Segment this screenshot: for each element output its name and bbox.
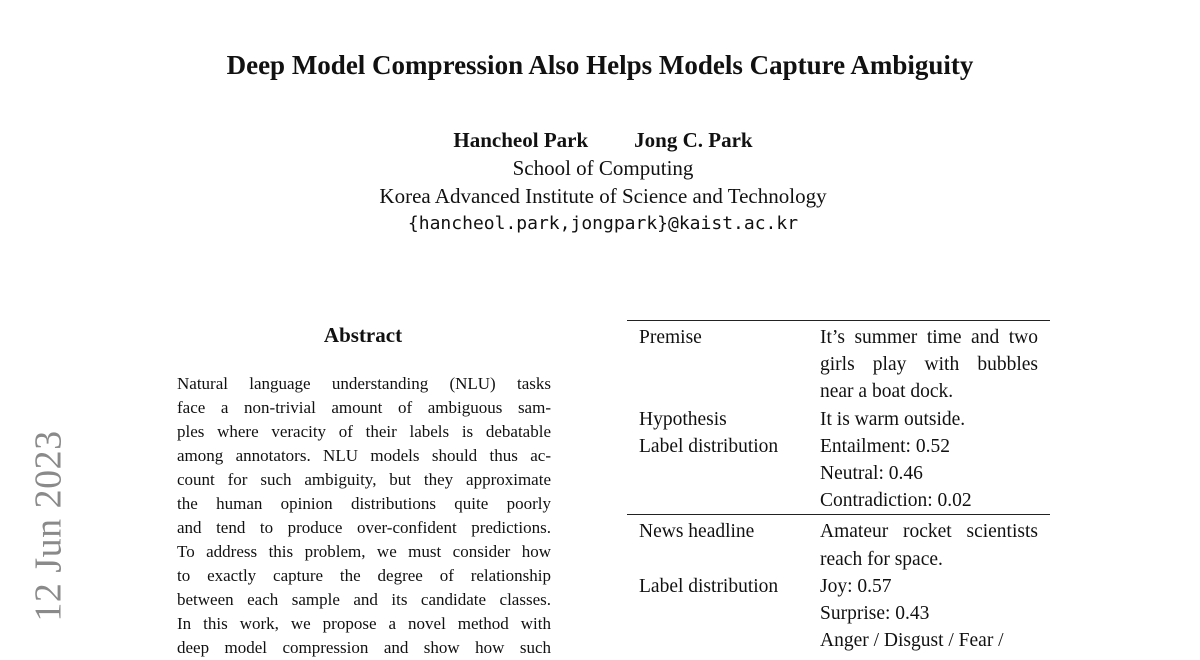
author-block [0, 126, 1200, 238]
abstract-line: to exactly capture the degree of relationship [177, 566, 551, 585]
hypothesis-value: It is warm outside. [820, 408, 966, 430]
hypothesis-label: Hypothesis [639, 408, 727, 430]
author-email: {hancheol.park,jongpark}@kaist.ac.kr [407, 213, 799, 234]
abstract-line: face a non-trivial amount of ambiguous sam- [177, 398, 551, 417]
arxiv-date: 12 Jun 2023 [28, 430, 71, 622]
abstract-line: To address this problem, we must consider how [177, 542, 551, 561]
author-names [0, 126, 1200, 154]
abstract-body [177, 372, 551, 660]
table-row [627, 573, 1050, 655]
premise-value: It’s summer time and two girls play with bubbles near a boat dock. [820, 327, 1038, 403]
headline-label: News headline [627, 515, 820, 573]
abstract-heading: Abstract [323, 323, 403, 347]
table-row [627, 406, 1050, 433]
example-table [627, 320, 1050, 654]
emotion-distribution-label: Label distribution [639, 575, 779, 597]
paper-title: Deep Model Compression Also Helps Models Capture Ambiguity [226, 50, 974, 80]
abstract-line: ples where veracity of their labels is debatable [177, 422, 551, 441]
abstract-line: and tend to produce over-confident predictions. [177, 518, 551, 537]
abstract-line: count for such ambiguity, but they approximate [177, 470, 551, 489]
author-institution: Korea Advanced Institute of Science and Technology [379, 184, 827, 208]
abstract-line: the human opinion distributions quite poorly [177, 494, 551, 513]
author-name: Jong C. Park [634, 128, 753, 152]
nli-distribution-value: Entailment: 0.52 Neutral: 0.46 Contradiction: 0.02 [820, 435, 972, 512]
table-row [627, 433, 1050, 515]
table-row [627, 515, 1050, 573]
arxiv-date-stamp [29, 428, 69, 624]
headline-value: Amateur rocket scientists reach for space. [820, 515, 1050, 573]
emotion-distribution-value: Joy: 0.57 Surprise: 0.43 Anger / Disgust / Fear / [820, 575, 1004, 652]
abstract-line: Natural language understanding (NLU) tasks [177, 374, 551, 393]
premise-label: Premise [639, 327, 702, 348]
author-department: School of Computing [512, 156, 694, 180]
nli-distribution-label: Label distribution [639, 435, 779, 457]
author-name: Hancheol Park [453, 128, 589, 152]
abstract-line: In this work, we propose a novel method with [177, 614, 551, 633]
abstract-line: among annotators. NLU models should thus ac- [177, 446, 551, 465]
abstract-line: deep model compression and show how such [177, 638, 551, 657]
abstract-line: between each sample and its candidate classes. [177, 590, 551, 609]
table-row [627, 321, 1050, 406]
